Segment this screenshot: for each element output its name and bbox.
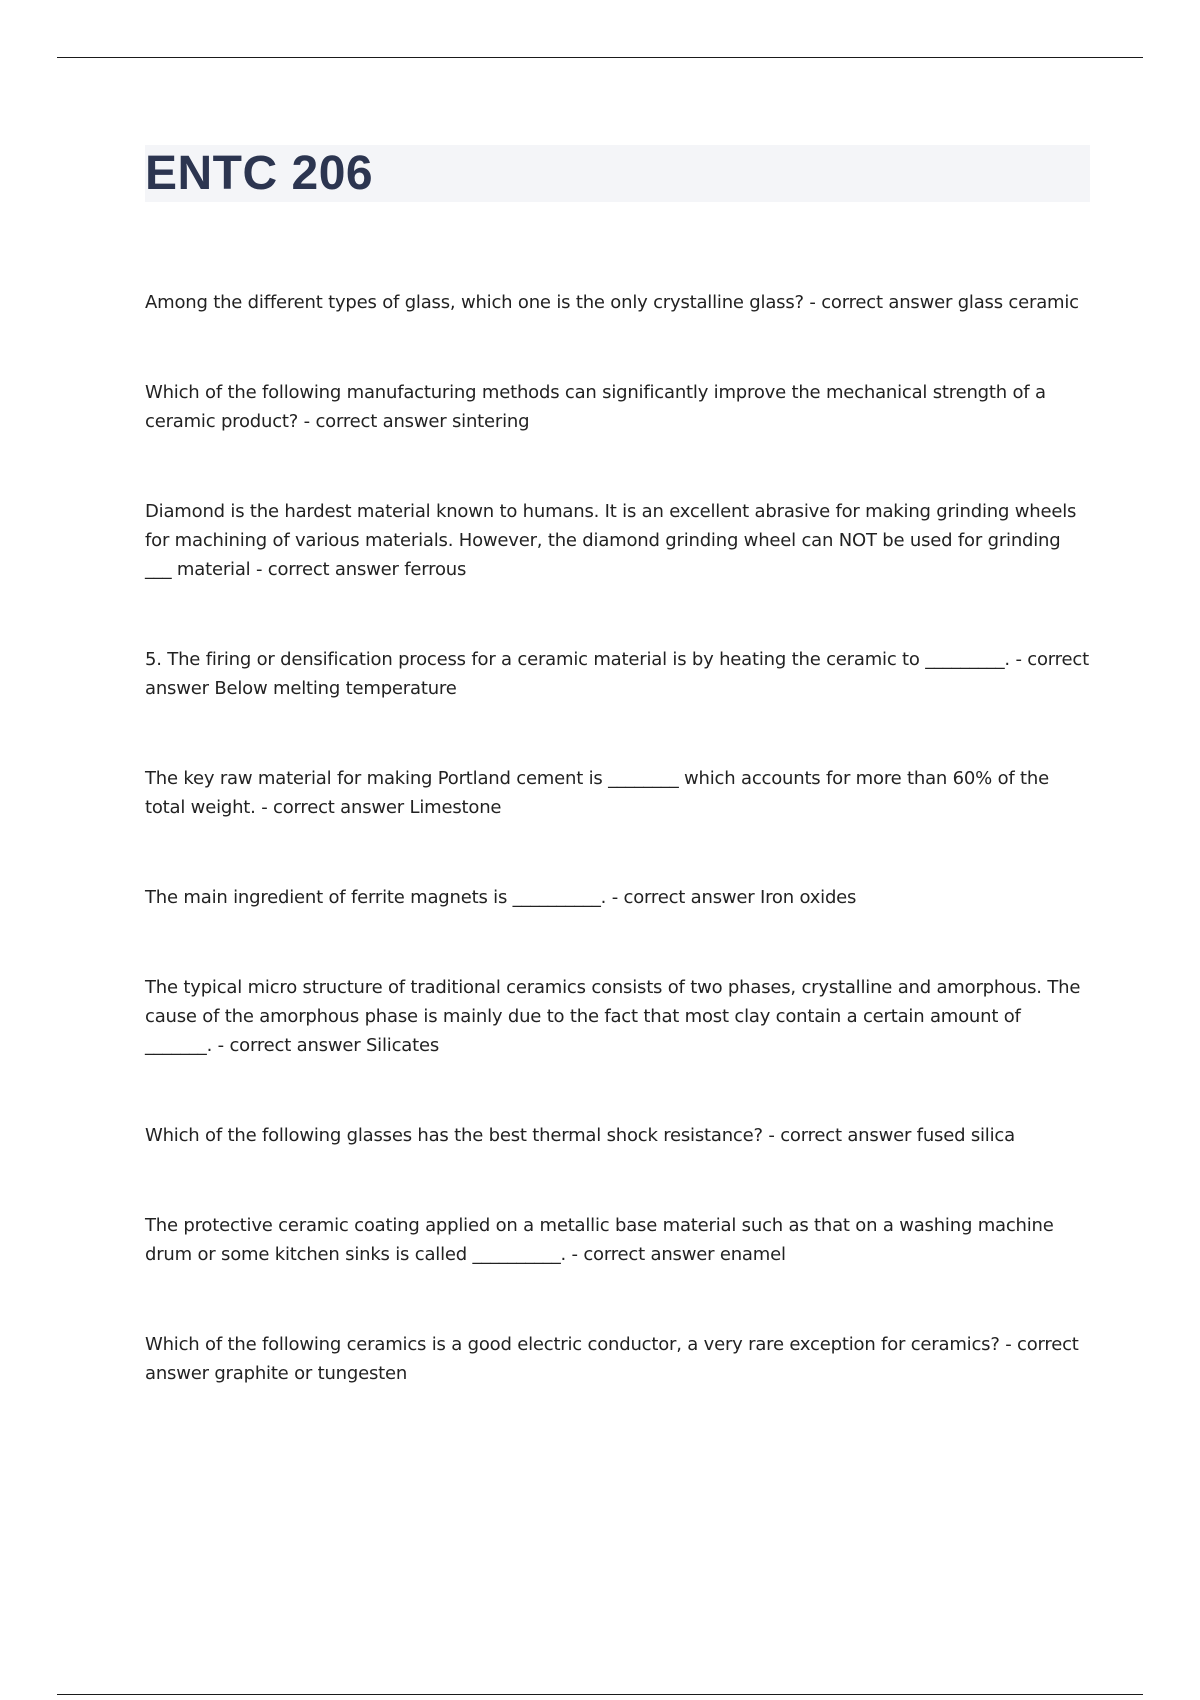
qa-item-5: The key raw material for making Portland cement is ________ which accounts for more than 60% of the total weight. - correct answer Limestone	[145, 768, 1049, 818]
qa-item-2: Which of the following manufacturing methods can significantly improve the mechanical strength of a ceramic product? - correct answer sintering	[145, 382, 1046, 432]
qa-item-4: 5. The firing or densification process for a ceramic material is by heating the ceramic to _________. - correct answer Below melting temperature	[145, 649, 1089, 699]
qa-item-7: The typical micro structure of traditional ceramics consists of two phases, crystalline and amorphous. The cause of the amorphous phase is mainly due to the fact that most clay contain a certain amount of _______. - correct answer Silicates	[145, 977, 1081, 1056]
header-rule	[57, 57, 1143, 58]
qa-item-9: The protective ceramic coating applied on a metallic base material such as that on a washing machine drum or some kitchen sinks is called __________. - correct answer enamel	[145, 1215, 1054, 1265]
qa-item-3: Diamond is the hardest material known to humans. It is an excellent abrasive for making grinding wheels for machining of various materials. However, the diamond grinding wheel can NOT be used for grinding ___ material - correct answer ferrous	[145, 501, 1077, 580]
qa-item-1: Among the different types of glass, which one is the only crystalline glass? - correct answer glass ceramic	[145, 292, 1079, 313]
qa-item-10: Which of the following ceramics is a good electric conductor, a very rare exception for ceramics? - correct answer graphite or tungesten	[145, 1334, 1079, 1384]
footer-rule	[57, 1694, 1143, 1695]
qa-item-6: The main ingredient of ferrite magnets is __________. - correct answer Iron oxides	[145, 887, 857, 908]
qa-item-8: Which of the following glasses has the best thermal shock resistance? - correct answer fused silica	[145, 1125, 1015, 1146]
qa-list	[145, 288, 1090, 1388]
document-title: ENTC 206	[145, 147, 374, 200]
